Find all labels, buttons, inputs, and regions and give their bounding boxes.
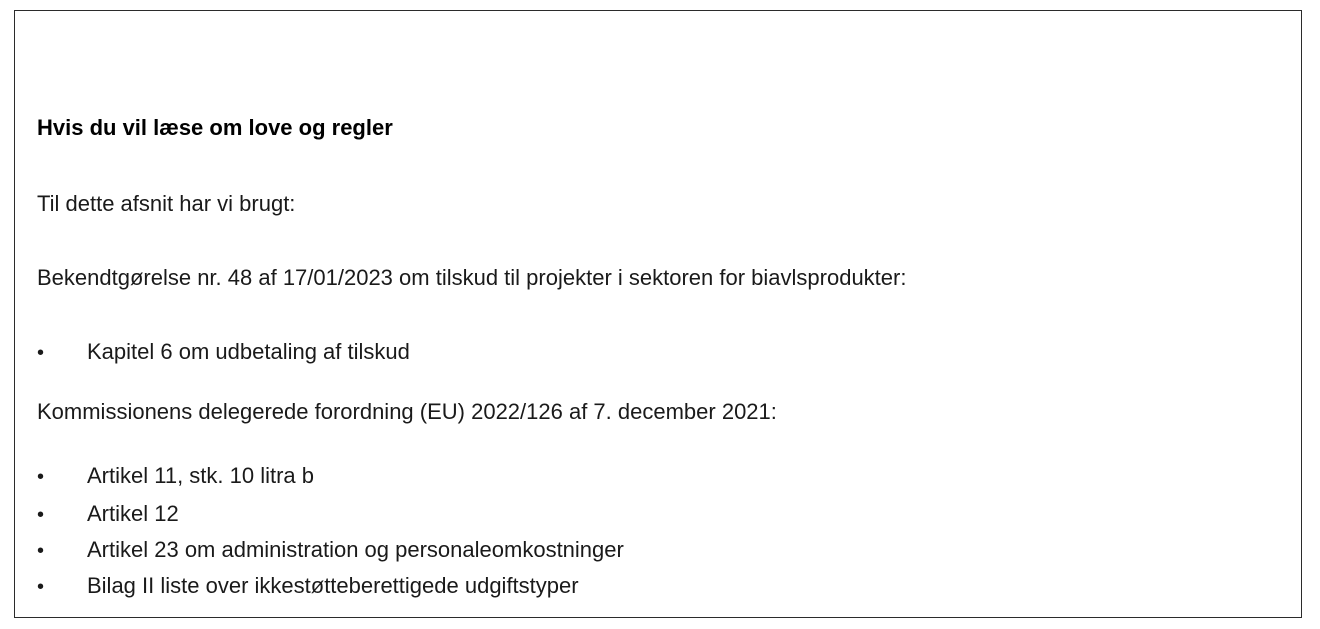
source-title-forordning: Kommissionens delegerede forordning (EU) 2022/126 af 7. december 2021: [37,399,777,424]
list-item-text: Bilag II liste over ikkestøtteberettigede udgiftstyper [87,573,579,598]
list-item-text: Artikel 12 [87,501,179,526]
bullet-icon: • [37,540,45,562]
bullet-icon: • [37,504,45,526]
bullet-icon: • [37,342,45,364]
bullet-icon: • [37,576,45,598]
list-item [37,539,624,561]
intro-text: Til dette afsnit har vi brugt: [37,191,296,216]
section-heading: Hvis du vil læse om love og regler [37,115,393,140]
list-item-text: Kapitel 6 om udbetaling af tilskud [87,339,410,364]
list-item [37,503,179,525]
bullet-icon: • [37,466,45,488]
source-title-bekendtgoerelse: Bekendtgørelse nr. 48 af 17/01/2023 om tilskud til projekter i sektoren for biavlsprodukter: [37,265,907,290]
info-box [14,10,1302,618]
list-item [37,465,314,487]
list-item-text: Artikel 11, stk. 10 litra b [87,463,315,488]
list-item [37,575,579,597]
list-item-text: Artikel 23 om administration og personaleomkostninger [87,537,624,562]
list-item [37,341,410,363]
